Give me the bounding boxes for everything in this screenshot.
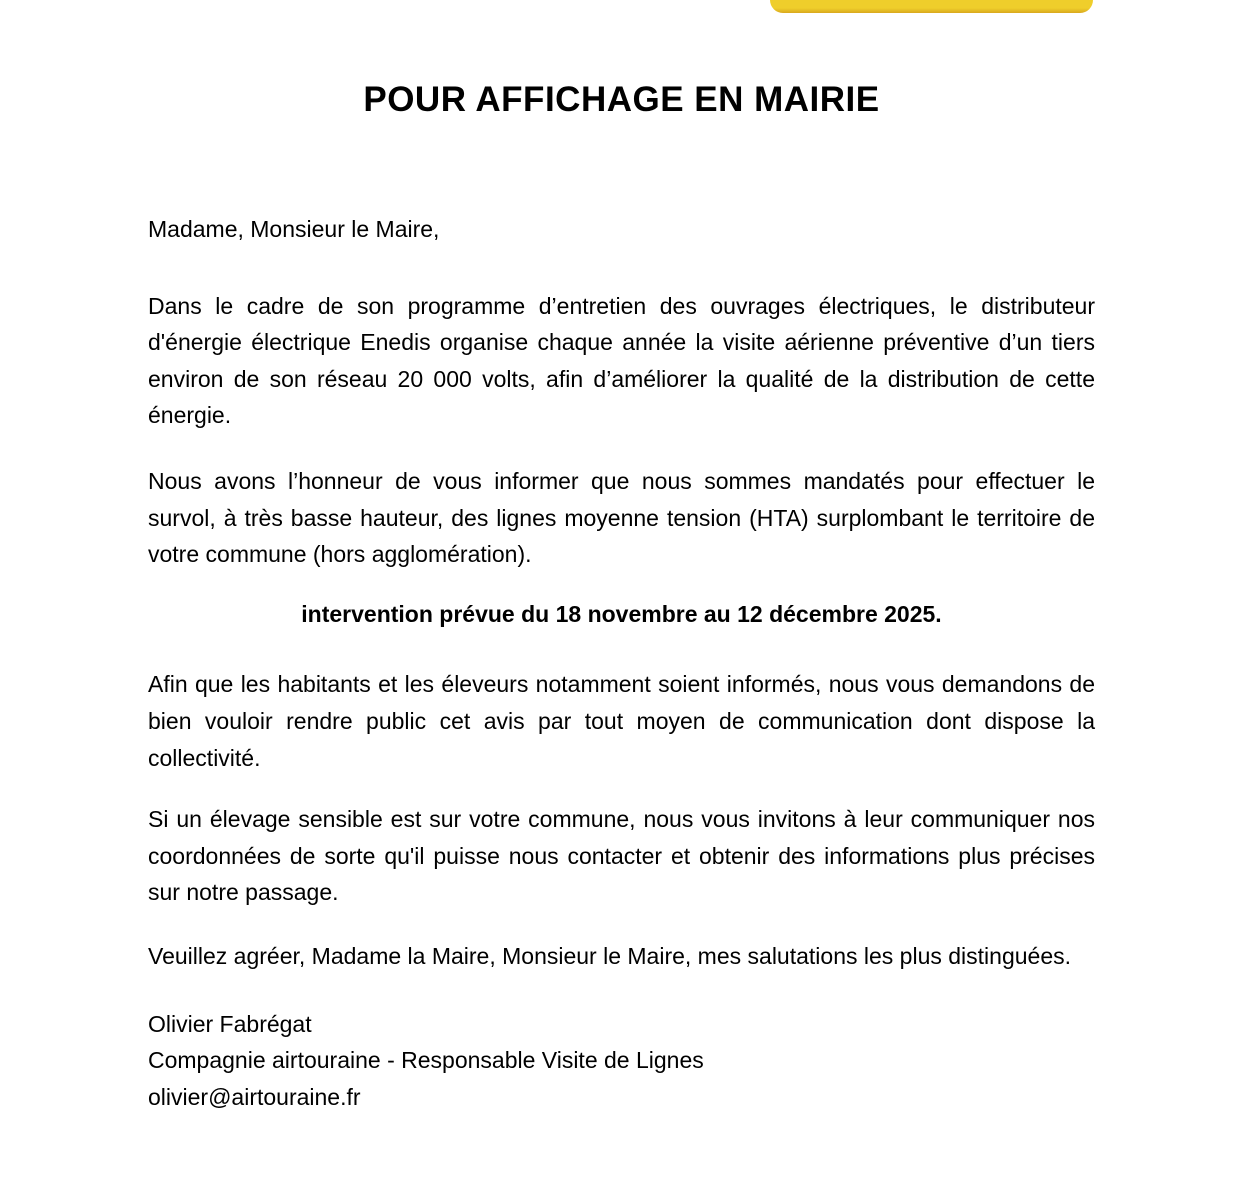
salutation: Madame, Monsieur le Maire, — [148, 216, 440, 242]
signature-role: Compagnie airtouraine - Responsable Visite de Lignes — [148, 1047, 704, 1074]
paragraph-elevage-sensible: Si un élevage sensible est sur votre commune, nous vous invitons à leur communiquer nos coordonnées de sorte qu'il puisse nous contacter et obtenir des informations plus précises sur notre passage. — [148, 806, 1095, 906]
intervention-dates-notice: intervention prévue du 18 novembre au 12 décembre 2025. — [301, 600, 942, 627]
paragraph-enedis-program: Dans le cadre de son programme d’entretien des ouvrages électriques, le distributeur d'énergie électrique Enedis organise chaque année la visite aérienne préventive d’un tiers environ de son réseau 20 000 volts, afin d’améliorer la qualité de la distribution de cette énergie. — [148, 292, 1095, 429]
paragraph-public-notice-request: Afin que les habitants et les éleveurs notamment soient informés, nous vous demandons de bien vouloir rendre public cet avis par tout moyen de communication dont dispose la collectivité. — [148, 671, 1095, 771]
signature-block — [148, 1006, 1095, 1116]
paragraph-survol-mandate: Nous avons l’honneur de vous informer que nous sommes mandatés pour effectuer le survol, à très basse hauteur, des lignes moyenne tension (HTA) surplombant le territoire de votre commune (hors agglomération). — [148, 467, 1095, 568]
signature-name: Olivier Fabrégat — [148, 1010, 312, 1037]
closing-salutation: Veuillez agréer, Madame la Maire, Monsieur le Maire, mes salutations les plus distinguées. — [148, 942, 1071, 969]
signature-email: olivier@airtouraine.fr — [148, 1083, 361, 1110]
page-title: POUR AFFICHAGE EN MAIRIE — [363, 80, 880, 119]
letter-content — [148, 0, 1095, 1115]
